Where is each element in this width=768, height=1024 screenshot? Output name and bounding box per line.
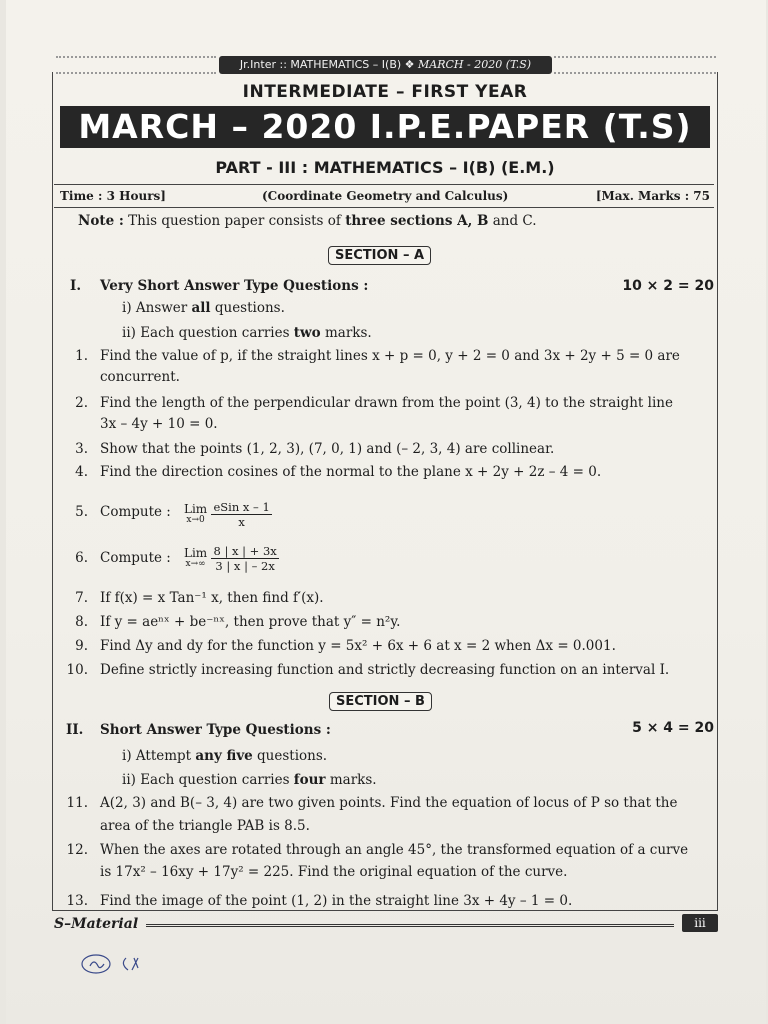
question-text-continued: area of the triangle PAB is 8.5. bbox=[100, 818, 310, 834]
question-number: 5. bbox=[75, 504, 88, 520]
note-line bbox=[78, 213, 537, 229]
footer-rule bbox=[146, 924, 674, 927]
note-bold: three sections A, B bbox=[345, 213, 489, 229]
question-number: 8. bbox=[75, 614, 88, 630]
section-b-marks: 5 × 4 = 20 bbox=[632, 720, 714, 736]
paper-title: MARCH – 2020 I.P.E.PAPER (T.S) bbox=[60, 106, 710, 148]
question-text-continued: concurrent. bbox=[100, 369, 180, 385]
limit-fraction: $\frac{8 | x | + 3x}{3 | x | - 2x}$ bbox=[213, 544, 277, 573]
handwritten-marks bbox=[78, 950, 168, 980]
question-text: Find the value of p, if the straight lines x + p = 0, y + 2 = 0 and 3x + 2y + 5 = 0 are bbox=[100, 348, 680, 364]
question-text: Find the length of the perpendicular drawn from the point (3, 4) to the straight line bbox=[100, 395, 673, 411]
question-text: If y = aeⁿˣ + be⁻ⁿˣ, then prove that y″ = n²y. bbox=[100, 614, 401, 630]
question-number: 2. bbox=[75, 395, 88, 411]
publisher-label: S–Material bbox=[54, 916, 139, 932]
section-a-heading: SECTION – A bbox=[328, 246, 431, 265]
section-b-type: Short Answer Type Questions : bbox=[100, 722, 331, 738]
question-number: 3. bbox=[75, 441, 88, 457]
section-b-instruction-2: ii) Each question carries four marks. bbox=[122, 772, 377, 788]
note-text: This question paper consists of bbox=[123, 213, 346, 229]
limit-operator: Lim x→∞ bbox=[184, 545, 208, 569]
question-number: 7. bbox=[75, 590, 88, 606]
max-marks-label: [Max. Marks : 75 bbox=[595, 189, 710, 203]
question-text: Compute : bbox=[100, 550, 171, 566]
running-header-exam: MARCH - 2020 (T.S) bbox=[418, 58, 532, 71]
question-number: 13. bbox=[66, 893, 88, 909]
year-heading: INTERMEDIATE – FIRST YEAR bbox=[242, 82, 528, 102]
question-number: 12. bbox=[66, 842, 88, 858]
question-text: Compute : bbox=[100, 504, 171, 520]
section-a-instruction-1: i) Answer all questions. bbox=[122, 300, 285, 316]
time-label: Time : 3 Hours] bbox=[60, 189, 166, 203]
limit-fraction: $\frac{\text{eSin x – 1}}{x}$ bbox=[213, 500, 270, 529]
question-text: If f(x) = x Tan⁻¹ x, then find f′(x). bbox=[100, 590, 324, 606]
question-text: Find Δy and dy for the function y = 5x² + 6x + 6 at x = 2 when Δx = 0.001. bbox=[100, 638, 616, 654]
question-number: 1. bbox=[75, 348, 88, 364]
question-text: Show that the points (1, 2, 3), (7, 0, 1) and (– 2, 3, 4) are collinear. bbox=[100, 441, 555, 457]
section-b-instruction-1: i) Attempt any five questions. bbox=[122, 748, 328, 764]
question-text: Define strictly increasing function and strictly decreasing function on an interval I. bbox=[100, 662, 670, 678]
question-text: Find the direction cosines of the normal to the plane x + 2y + 2z – 4 = 0. bbox=[100, 464, 602, 480]
note-tail: and C. bbox=[488, 213, 537, 229]
limit-operator: Lim x→0 bbox=[184, 501, 208, 525]
course-label: (Coordinate Geometry and Calculus) bbox=[262, 189, 509, 203]
exam-info-bar bbox=[54, 184, 714, 208]
question-text: A(2, 3) and B(– 3, 4) are two given points. Find the equation of locus of P so that the bbox=[100, 795, 678, 811]
part-heading: PART - III : MATHEMATICS – I(B) (E.M.) bbox=[215, 158, 555, 177]
question-number: 4. bbox=[75, 464, 88, 480]
question-paper-page bbox=[6, 0, 766, 1024]
section-a-marks: 10 × 2 = 20 bbox=[622, 278, 714, 294]
question-number: 9. bbox=[75, 638, 88, 654]
section-a-instruction-2: ii) Each question carries two marks. bbox=[122, 325, 372, 341]
question-text-continued: 3x – 4y + 10 = 0. bbox=[100, 416, 218, 432]
question-number: 6. bbox=[75, 550, 88, 566]
question-text-continued: is 17x² – 16xy + 17y² = 225. Find the original equation of the curve. bbox=[100, 864, 568, 880]
section-b-heading: SECTION – B bbox=[329, 692, 432, 711]
note-label: Note : bbox=[78, 213, 124, 229]
question-number: 10. bbox=[66, 662, 88, 678]
section-b-roman: II. bbox=[66, 722, 84, 738]
question-text: Find the image of the point (1, 2) in the straight line 3x + 4y – 1 = 0. bbox=[100, 893, 573, 909]
running-header-text: Jr.Inter :: MATHEMATICS – I(B) ❖ bbox=[239, 58, 419, 71]
question-text: When the axes are rotated through an angle 45°, the transformed equation of a curve bbox=[100, 842, 689, 858]
section-a-type: Very Short Answer Type Questions : bbox=[100, 278, 369, 294]
page-footer bbox=[54, 916, 718, 934]
question-number: 11. bbox=[66, 795, 88, 811]
section-a-roman: I. bbox=[70, 278, 82, 294]
page-number: iii bbox=[682, 914, 718, 932]
